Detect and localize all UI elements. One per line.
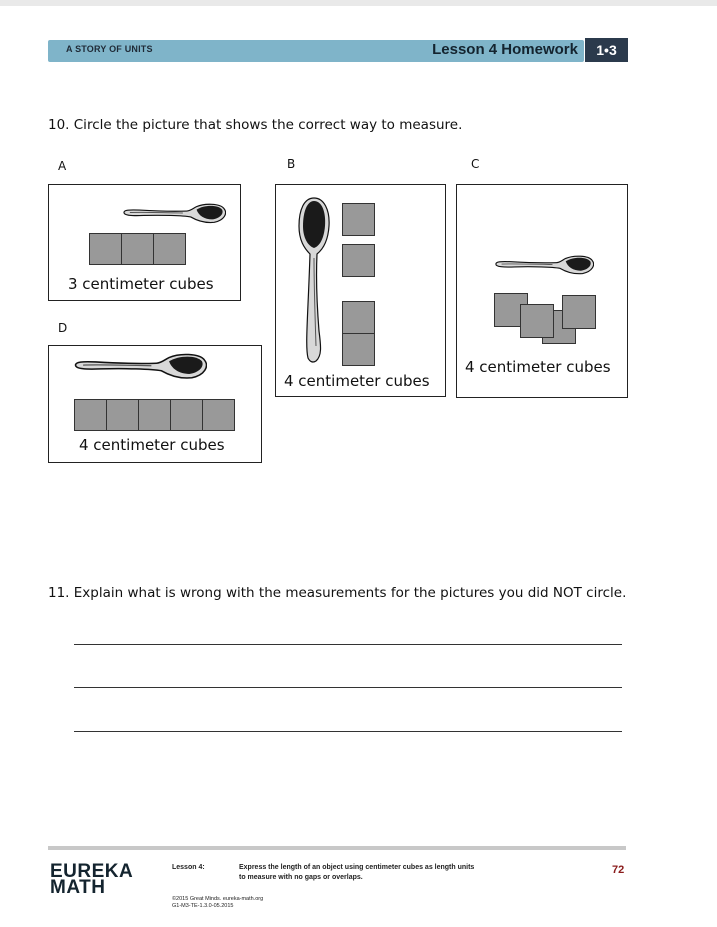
page-number: 72 [612, 864, 625, 876]
footer-objective-2: to measure with no gaps or overlaps. [239, 874, 363, 881]
question-11: 11. Explain what is wrong with the measurements for the pictures you did NOT circle. [48, 585, 627, 601]
footer-objective-1: Express the length of an object using centimeter cubes as length units [239, 864, 475, 871]
option-b-letter: B [287, 157, 296, 171]
answer-line[interactable] [74, 731, 622, 732]
centimeter-cube [202, 399, 235, 431]
series-title: A STORY OF UNITS [66, 44, 153, 54]
footer-copyright: ©2015 Great Minds. eureka-math.org [172, 896, 264, 902]
centimeter-cube [342, 203, 375, 236]
centimeter-cube [562, 295, 596, 329]
centimeter-cube [153, 233, 186, 265]
answer-line[interactable] [74, 644, 622, 645]
centimeter-cube [89, 233, 122, 265]
spoon-icon [122, 203, 226, 225]
spoon-icon [296, 196, 332, 364]
centimeter-cube [74, 399, 107, 431]
option-c-caption: 4 centimeter cubes [465, 358, 611, 376]
centimeter-cube [342, 301, 375, 334]
option-b-caption: 4 centimeter cubes [284, 372, 430, 390]
logo-line-2: MATH [50, 877, 106, 898]
option-a-letter: A [58, 159, 67, 173]
option-d-letter: D [58, 321, 68, 335]
lesson-title: Lesson 4 Homework [432, 41, 578, 58]
eureka-math-logo [50, 861, 134, 898]
option-c-letter: C [471, 157, 480, 171]
spoon-icon [494, 255, 594, 276]
centimeter-cube [170, 399, 203, 431]
centimeter-cube [138, 399, 171, 431]
module-badge: 1•3 [585, 38, 628, 62]
centimeter-cube [342, 333, 375, 366]
answer-line[interactable] [74, 687, 622, 688]
footer-lesson-label: Lesson 4: [172, 864, 205, 871]
centimeter-cube [121, 233, 154, 265]
option-a-caption: 3 centimeter cubes [68, 275, 214, 293]
centimeter-cube [106, 399, 139, 431]
centimeter-cube [342, 244, 375, 277]
page-top-edge [0, 0, 717, 6]
spoon-icon [73, 353, 207, 381]
footer-rule [48, 846, 626, 850]
footer-code: G1-M3-TE-1.3.0-05.2015 [172, 903, 234, 909]
option-d-caption: 4 centimeter cubes [79, 436, 225, 454]
logo-line-1: EUREKA [50, 861, 134, 882]
centimeter-cube [520, 304, 554, 338]
question-10: 10. Circle the picture that shows the correct way to measure. [48, 117, 463, 133]
